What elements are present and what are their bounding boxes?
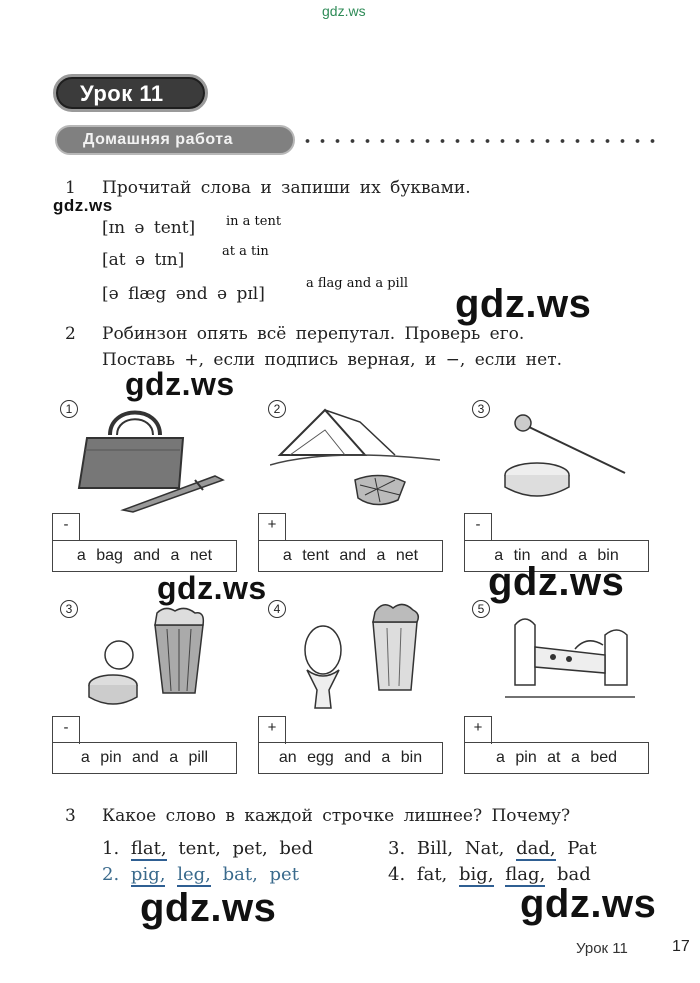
caption-1: a bag and a net (52, 540, 237, 572)
word: pet (269, 864, 299, 885)
word: Pat (567, 838, 597, 859)
answer-mark-5[interactable]: + (258, 716, 286, 744)
watermark: gdz.ws (488, 560, 625, 604)
word-row-2 (102, 864, 305, 887)
word: bat, (222, 864, 258, 885)
task1-transcription-1: [ɪn ə tent] (102, 218, 196, 238)
tin-and-bin-picture (85, 605, 215, 715)
lesson-title-badge (53, 74, 208, 112)
bag-and-pen-picture (75, 400, 235, 515)
bed-picture (505, 605, 635, 705)
footer-lesson: Урок 11 (576, 940, 628, 957)
task3-number: 3 (65, 806, 76, 826)
card-number-4: 3 (60, 600, 78, 618)
word: bad (557, 864, 591, 885)
card-number-2: 2 (268, 400, 286, 418)
watermark: gdz.ws (455, 282, 592, 326)
answer-mark-6[interactable]: + (464, 716, 492, 744)
task2-instruction-line1: Робинзон опять всё перепутал. Проверь его. (102, 324, 525, 344)
homework-label: Домашняя работа (83, 131, 233, 148)
task1-instruction: Прочитай слова и запиши их буквами. (102, 178, 471, 198)
caption-3: a tin and a bin (464, 540, 649, 572)
task2-instruction-line2: Поставь +, если подпись верная, и −, если нет. (102, 350, 563, 370)
row-label: 2. (102, 864, 120, 885)
task1-answer-1: in a tent (226, 214, 282, 229)
task1-number: 1 (65, 178, 76, 198)
task1-answer-3: a flag and a pill (306, 276, 409, 291)
watermark: gdz.ws (140, 886, 277, 930)
word: leg, (177, 864, 211, 885)
word: flat, (130, 838, 167, 859)
task1-answer-2: at a tin (222, 244, 269, 259)
caption-6: a pin at a bed (464, 742, 649, 774)
lesson-title: Урок 11 (80, 81, 164, 106)
answer-mark-3[interactable]: - (464, 513, 492, 541)
watermark-top: gdz.ws (322, 3, 366, 19)
homework-badge (55, 125, 295, 155)
row-label: 4. (388, 864, 406, 885)
word: tent, (178, 838, 221, 859)
word-row-1 (102, 838, 319, 861)
answer-mark-2[interactable]: + (258, 513, 286, 541)
word: Bill, (416, 838, 454, 859)
word: pig, (130, 864, 166, 885)
card-number-1: 1 (60, 400, 78, 418)
card-number-6: 5 (472, 600, 490, 618)
row-label: 3. (388, 838, 406, 859)
watermark: gdz.ws (520, 882, 657, 926)
word: big, (459, 864, 494, 885)
word: fat, (416, 864, 448, 885)
card-number-3: 3 (472, 400, 490, 418)
card-number-5: 4 (268, 600, 286, 618)
watermark: gdz.ws (125, 366, 235, 402)
word: bed (279, 838, 314, 859)
pin-and-tin-picture (495, 405, 635, 510)
word-row-3 (388, 838, 603, 861)
caption-5: an egg and a bin (258, 742, 443, 774)
task2-number: 2 (65, 324, 76, 344)
watermark: gdz.ws (157, 570, 267, 606)
answer-mark-1[interactable]: - (52, 513, 80, 541)
dotted-divider (300, 138, 660, 144)
caption-4: a pin and a pill (52, 742, 237, 774)
tent-and-net-picture (270, 400, 440, 515)
task1-transcription-2: [at ə tɪn] (102, 250, 185, 270)
answer-mark-4[interactable]: - (52, 716, 80, 744)
watermark: gdz.ws (53, 196, 113, 215)
task1-transcription-3: [ə flæg ənd ə pɪl] (102, 284, 265, 304)
word: Nat, (464, 838, 505, 859)
page-number: 17 (672, 938, 690, 955)
egg-and-bin-picture (295, 600, 425, 718)
word: dad, (516, 838, 556, 859)
word: pet, (232, 838, 268, 859)
task3-instruction: Какое слово в каждой строчке лишнее? Почему? (102, 806, 571, 826)
row-label: 1. (102, 838, 120, 859)
word: flag, (505, 864, 546, 885)
caption-2: a tent and a net (258, 540, 443, 572)
